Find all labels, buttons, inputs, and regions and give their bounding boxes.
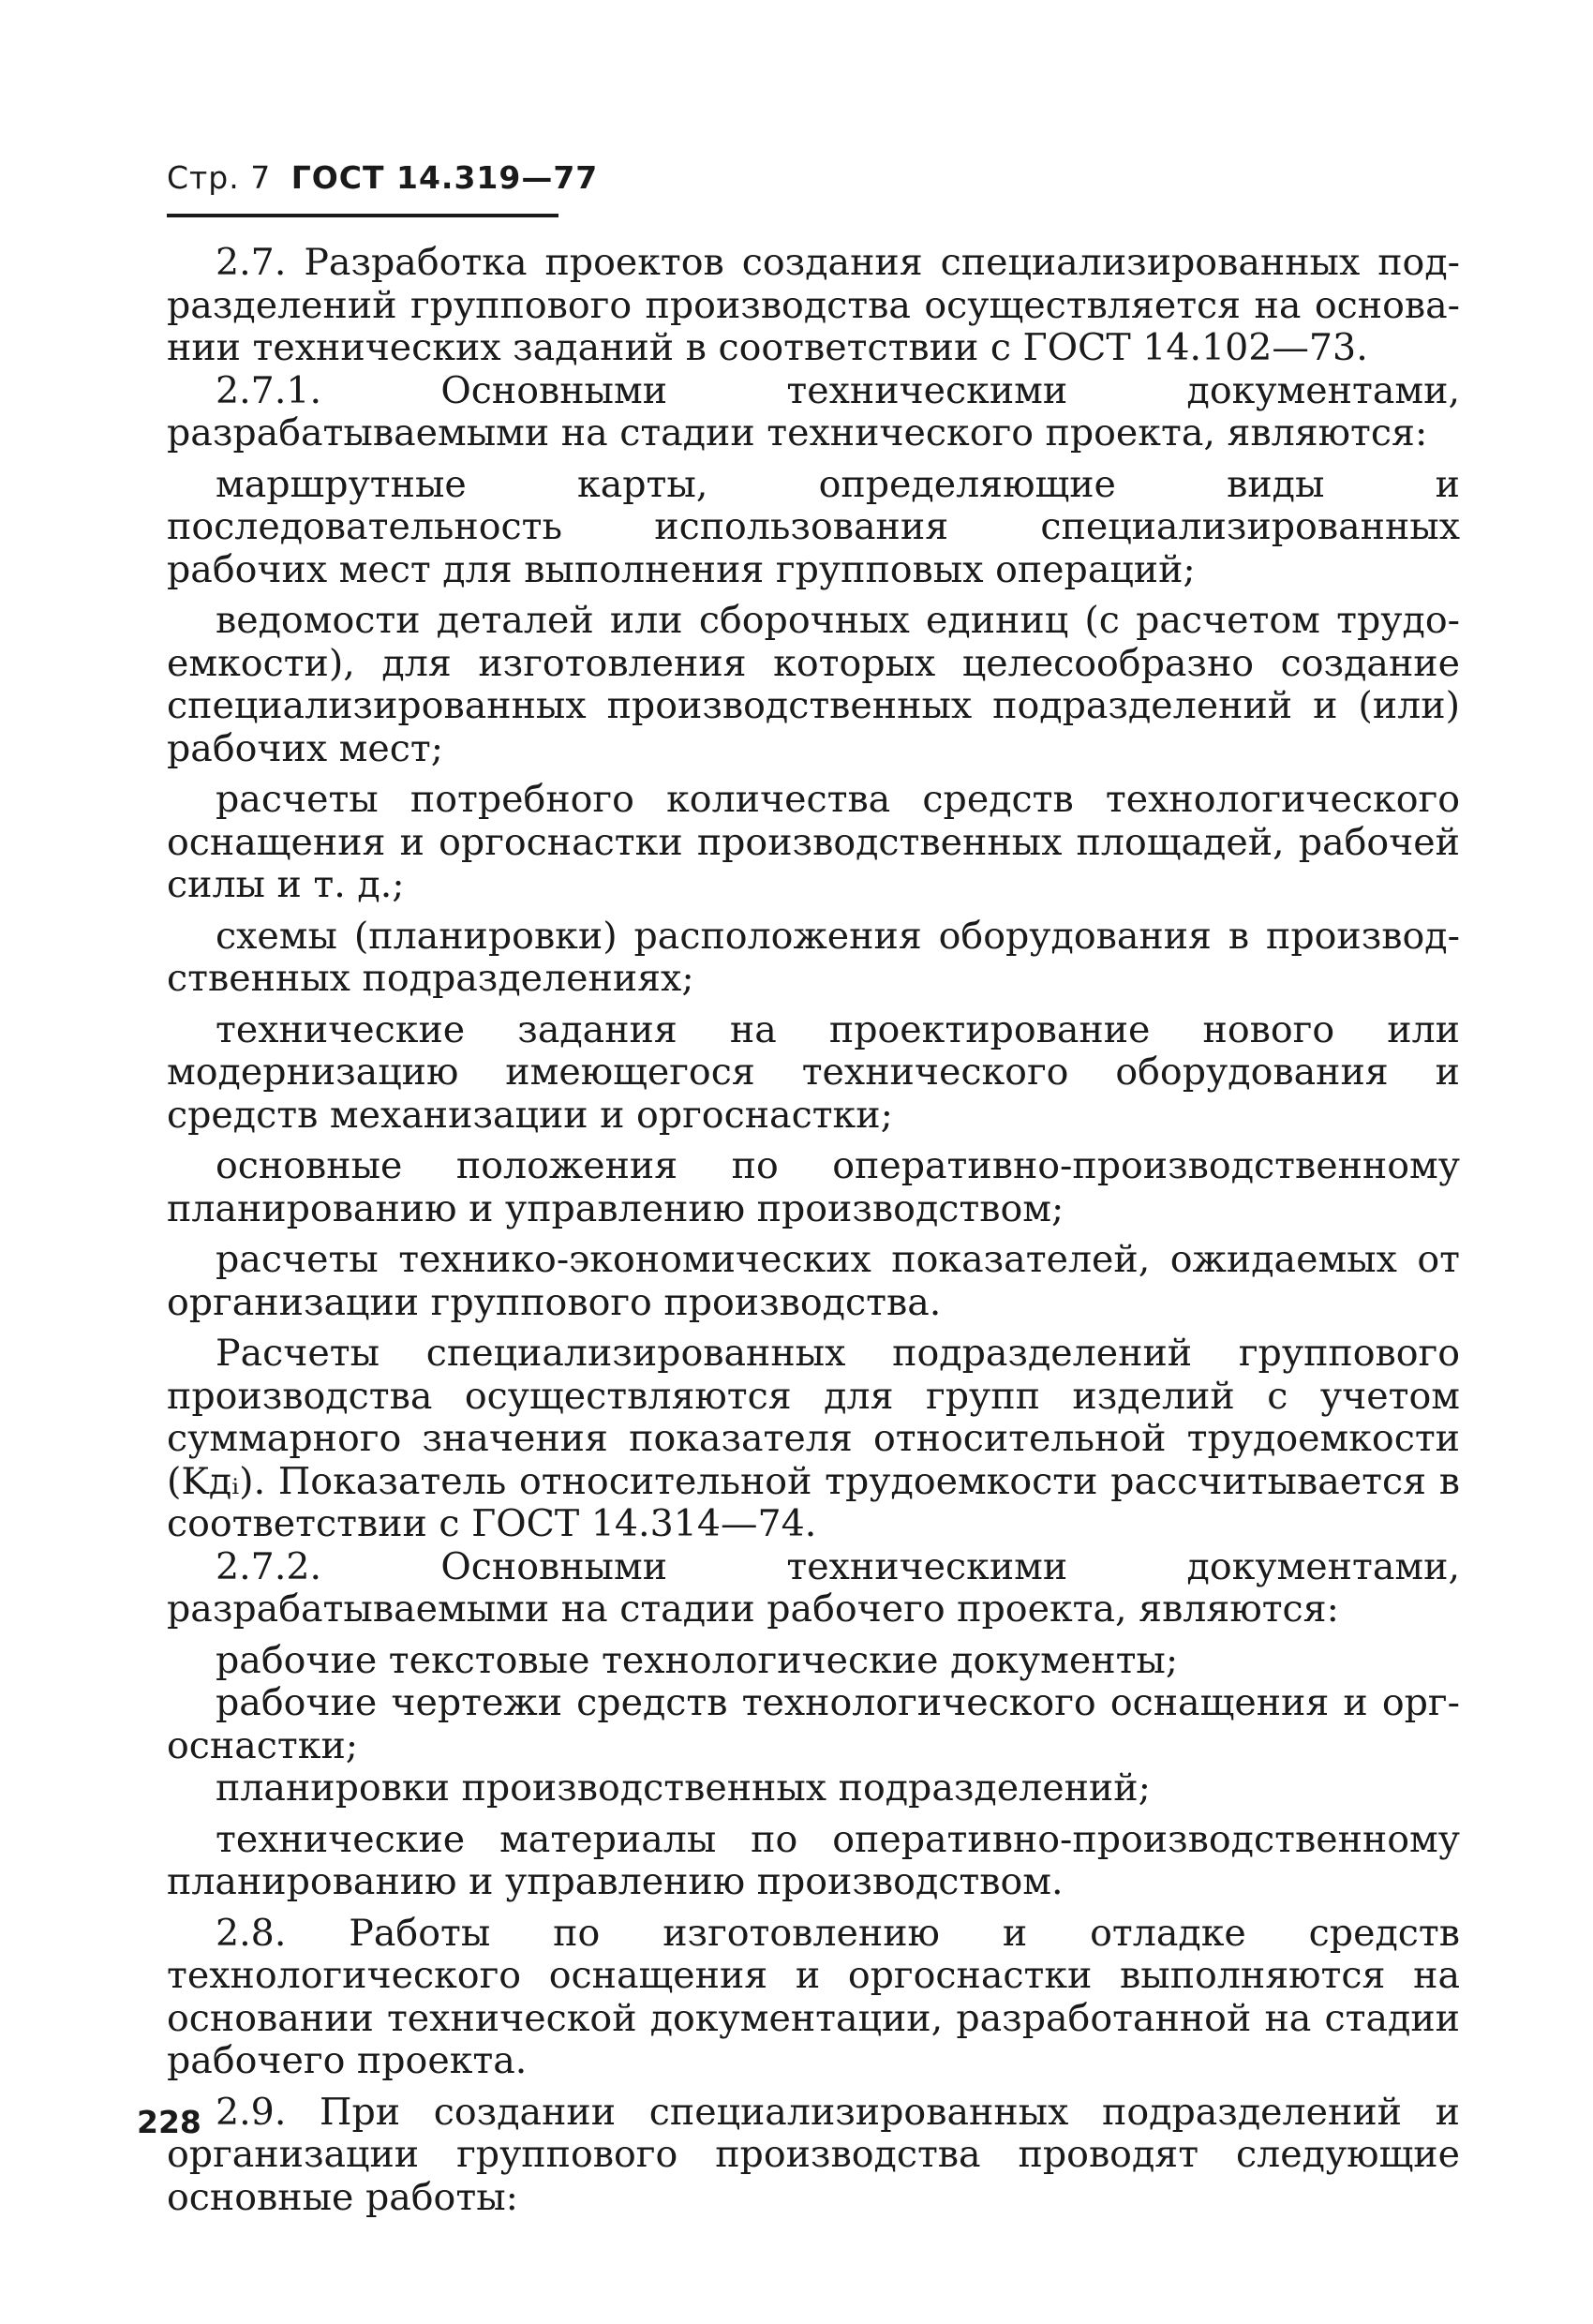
list-item: технические задания на проектирование нового или модернизацию имеющегося технического оборудования и средств механизации и оргоснастки;: [167, 1007, 1460, 1137]
list-item: рабочие текстовые технологические документы;: [216, 1638, 1179, 1682]
body-text: [167, 242, 1460, 2219]
standard-number: ГОСТ 14.319—77: [290, 159, 599, 196]
paragraph-2-7: 2.7. Разработка проектов создания специализированных подразделений группового производства осуществляется на основании технических заданий в соответствии с ГОСТ 14.102—73.: [167, 241, 1460, 369]
list-item: планировки производственных подразделений;: [216, 1766, 1151, 1810]
list-item: расчеты технико-экономических показателей, ожидаемых от организации группового производства.: [167, 1238, 1460, 1324]
paragraph-2-7-1: 2.7.1. Основными техническими документами, разрабатываемыми на стадии технического проекта, являются:: [167, 368, 1460, 454]
paragraph-2-8: 2.8. Работы по изготовлению и отладке средств технологического оснащения и оргоснастки выполняются на основании технической документации, разработанной на стадии рабочего проекта.: [167, 1911, 1460, 2082]
list-item: основные положения по оперативно-производственному планированию и управлению производством;: [167, 1144, 1460, 1230]
list-item: ведомости деталей или сборочных единиц (с расчетом трудоемкости), для изготовления которых целесообразно создание специализированных производственных подразделений и (или) рабочих мест;: [167, 599, 1460, 770]
list-item: маршрутные карты, определяющие виды и последовательность использования специализированных рабочих мест для выполнения групповых операций;: [167, 462, 1460, 591]
list-item: схемы (планировки) расположения оборудования в производственных подразделениях;: [167, 914, 1460, 1000]
paragraph-calculations: Расчеты специализированных подразделений группового производства осуществляются для групп изделий с учетом суммарного значения показателя относительной трудоемкости (Kдᵢ). Показатель относительной трудоемкости рассчитывается в соответствии с ГОСТ 14.314—74.: [167, 1332, 1460, 1545]
page-number: 228: [137, 2104, 201, 2140]
list-item: рабочие чертежи средств технологического оснащения и оргоснастки;: [167, 1681, 1460, 1767]
header-rule: [167, 214, 558, 217]
paragraph-2-7-2: 2.7.2. Основными техническими документами, разрабатываемыми на стадии рабочего проекта, являются:: [167, 1544, 1460, 1631]
list-item: технические материалы по оперативно-производственному планированию и управлению производством.: [167, 1817, 1460, 1903]
running-header: [167, 159, 598, 196]
paragraph-2-9: 2.9. При создании специализированных подразделений и организации группового производства проводят следующие основные работы:: [167, 2090, 1460, 2219]
list-item: расчеты потребного количества средств технологического оснащения и оргоснастки производственных площадей, рабочей силы и т. д.;: [167, 778, 1460, 906]
page-label: Стр. 7: [167, 159, 272, 196]
